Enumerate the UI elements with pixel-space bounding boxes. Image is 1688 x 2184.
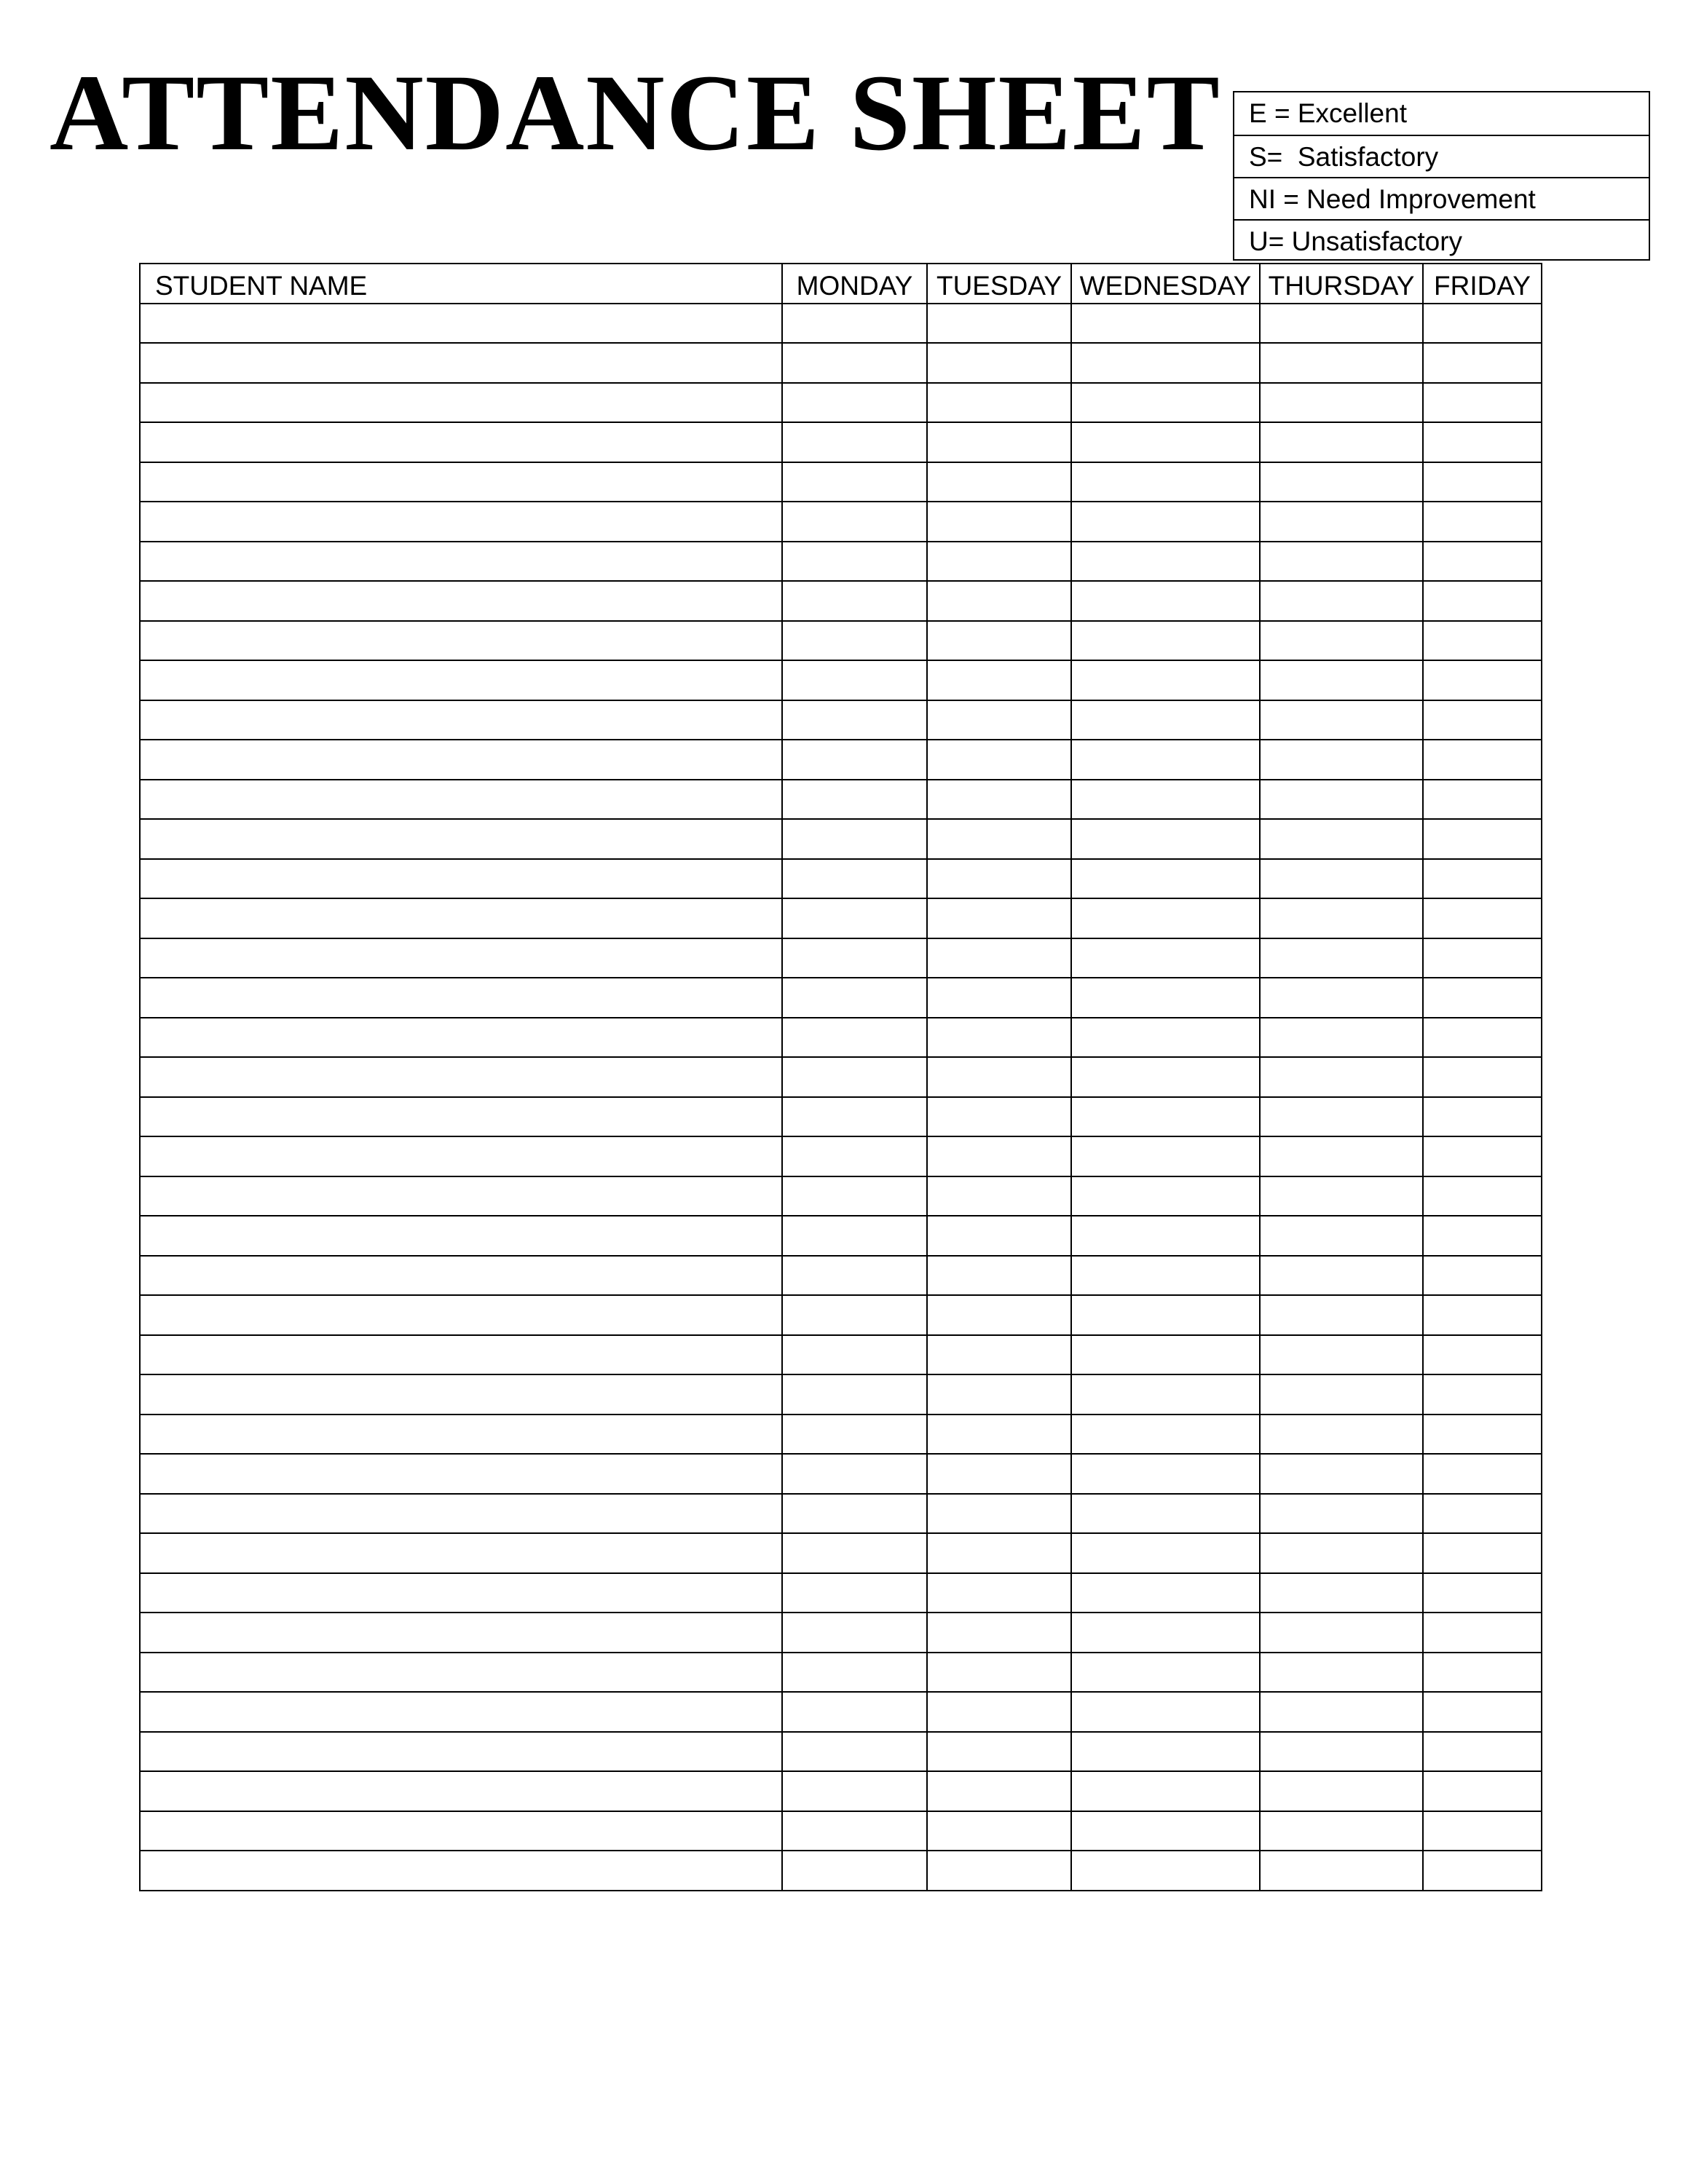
friday-cell[interactable] <box>1423 1533 1542 1573</box>
wednesday-cell[interactable] <box>1071 1533 1260 1573</box>
table-row <box>140 542 1542 582</box>
table-row <box>140 859 1542 899</box>
wednesday-cell[interactable] <box>1071 978 1260 1018</box>
wednesday-cell[interactable] <box>1071 1851 1260 1891</box>
monday-cell[interactable] <box>782 1136 927 1176</box>
monday-cell[interactable] <box>782 1256 927 1296</box>
student-name-cell[interactable] <box>140 1454 782 1494</box>
table-row <box>140 1851 1542 1891</box>
friday-cell[interactable] <box>1423 422 1542 462</box>
friday-cell[interactable] <box>1423 1811 1542 1851</box>
friday-cell[interactable] <box>1423 1732 1542 1772</box>
table-row <box>140 1057 1542 1097</box>
friday-cell[interactable] <box>1423 383 1542 423</box>
thursday-cell[interactable] <box>1260 1454 1423 1494</box>
column-header-thursday: THURSDAY <box>1260 264 1423 304</box>
tuesday-cell[interactable] <box>927 978 1071 1018</box>
table-row <box>140 660 1542 700</box>
monday-cell[interactable] <box>782 304 927 344</box>
thursday-cell[interactable] <box>1260 819 1423 859</box>
table-row <box>140 502 1542 542</box>
thursday-cell[interactable] <box>1260 1573 1423 1613</box>
student-name-cell[interactable] <box>140 1374 782 1415</box>
friday-cell[interactable] <box>1423 1018 1542 1058</box>
student-name-cell[interactable] <box>140 1573 782 1613</box>
monday-cell[interactable] <box>782 502 927 542</box>
thursday-cell[interactable] <box>1260 542 1423 582</box>
wednesday-cell[interactable] <box>1071 1374 1260 1415</box>
thursday-cell[interactable] <box>1260 304 1423 344</box>
student-name-cell[interactable] <box>140 343 782 383</box>
monday-cell[interactable] <box>782 1732 927 1772</box>
friday-cell[interactable] <box>1423 1097 1542 1137</box>
friday-cell[interactable] <box>1423 1216 1542 1256</box>
friday-cell[interactable] <box>1423 462 1542 502</box>
thursday-cell[interactable] <box>1260 1494 1423 1534</box>
tuesday-cell[interactable] <box>927 859 1071 899</box>
monday-cell[interactable] <box>782 859 927 899</box>
monday-cell[interactable] <box>782 780 927 820</box>
tuesday-cell[interactable] <box>927 1771 1071 1811</box>
tuesday-cell[interactable] <box>927 383 1071 423</box>
wednesday-cell[interactable] <box>1071 1216 1260 1256</box>
monday-cell[interactable] <box>782 898 927 938</box>
friday-cell[interactable] <box>1423 1454 1542 1494</box>
monday-cell[interactable] <box>782 1335 927 1375</box>
thursday-cell[interactable] <box>1260 1653 1423 1693</box>
wednesday-cell[interactable] <box>1071 898 1260 938</box>
monday-cell[interactable] <box>782 383 927 423</box>
table-row <box>140 740 1542 780</box>
legend-item-satisfactory: S= Satisfactory <box>1234 135 1649 177</box>
wednesday-cell[interactable] <box>1071 859 1260 899</box>
friday-cell[interactable] <box>1423 1415 1542 1455</box>
wednesday-cell[interactable] <box>1071 819 1260 859</box>
friday-cell[interactable] <box>1423 1653 1542 1693</box>
tuesday-cell[interactable] <box>927 422 1071 462</box>
monday-cell[interactable] <box>782 1613 927 1653</box>
wednesday-cell[interactable] <box>1071 1613 1260 1653</box>
friday-cell[interactable] <box>1423 898 1542 938</box>
tuesday-cell[interactable] <box>927 1216 1071 1256</box>
table-row <box>140 700 1542 740</box>
student-name-cell[interactable] <box>140 1057 782 1097</box>
wednesday-cell[interactable] <box>1071 1415 1260 1455</box>
tuesday-cell[interactable] <box>927 304 1071 344</box>
attendance-table <box>139 263 1542 1891</box>
student-name-cell[interactable] <box>140 1653 782 1693</box>
monday-cell[interactable] <box>782 1018 927 1058</box>
table-row <box>140 898 1542 938</box>
wednesday-cell[interactable] <box>1071 660 1260 700</box>
friday-cell[interactable] <box>1423 740 1542 780</box>
legend-item-excellent: E = Excellent <box>1249 98 1407 128</box>
tuesday-cell[interactable] <box>927 1732 1071 1772</box>
tuesday-cell[interactable] <box>927 1494 1071 1534</box>
friday-cell[interactable] <box>1423 1851 1542 1891</box>
table-row <box>140 1295 1542 1335</box>
wednesday-cell[interactable] <box>1071 1653 1260 1693</box>
student-name-cell[interactable] <box>140 1335 782 1375</box>
thursday-cell[interactable] <box>1260 1732 1423 1772</box>
monday-cell[interactable] <box>782 1851 927 1891</box>
wednesday-cell[interactable] <box>1071 1136 1260 1176</box>
wednesday-cell[interactable] <box>1071 383 1260 423</box>
thursday-cell[interactable] <box>1260 780 1423 820</box>
friday-cell[interactable] <box>1423 1256 1542 1296</box>
table-row <box>140 1454 1542 1494</box>
wednesday-cell[interactable] <box>1071 1454 1260 1494</box>
tuesday-cell[interactable] <box>927 780 1071 820</box>
tuesday-cell[interactable] <box>927 1097 1071 1137</box>
monday-cell[interactable] <box>782 1533 927 1573</box>
attendance-table-body <box>140 304 1542 1891</box>
thursday-cell[interactable] <box>1260 1692 1423 1732</box>
table-row <box>140 1018 1542 1058</box>
friday-cell[interactable] <box>1423 819 1542 859</box>
friday-cell[interactable] <box>1423 502 1542 542</box>
tuesday-cell[interactable] <box>927 1295 1071 1335</box>
column-header-student-name: STUDENT NAME <box>140 264 782 304</box>
thursday-cell[interactable] <box>1260 1136 1423 1176</box>
friday-cell[interactable] <box>1423 1057 1542 1097</box>
thursday-cell[interactable] <box>1260 938 1423 978</box>
table-row <box>140 1771 1542 1811</box>
student-name-cell[interactable] <box>140 1415 782 1455</box>
table-row <box>140 1692 1542 1732</box>
thursday-cell[interactable] <box>1260 1374 1423 1415</box>
table-row <box>140 1732 1542 1772</box>
student-name-cell[interactable] <box>140 1732 782 1772</box>
student-name-cell[interactable] <box>140 1256 782 1296</box>
table-row <box>140 978 1542 1018</box>
monday-cell[interactable] <box>782 938 927 978</box>
wednesday-cell[interactable] <box>1071 700 1260 740</box>
tuesday-cell[interactable] <box>927 1374 1071 1415</box>
thursday-cell[interactable] <box>1260 1335 1423 1375</box>
monday-cell[interactable] <box>782 740 927 780</box>
student-name-cell[interactable] <box>140 938 782 978</box>
thursday-cell[interactable] <box>1260 700 1423 740</box>
table-row <box>140 1256 1542 1296</box>
table-row <box>140 304 1542 344</box>
student-name-cell[interactable] <box>140 1692 782 1732</box>
student-name-cell[interactable] <box>140 1771 782 1811</box>
tuesday-cell[interactable] <box>927 740 1071 780</box>
tuesday-cell[interactable] <box>927 1454 1071 1494</box>
tuesday-cell[interactable] <box>927 462 1071 502</box>
thursday-cell[interactable] <box>1260 1613 1423 1653</box>
table-row <box>140 343 1542 383</box>
table-row <box>140 1176 1542 1216</box>
monday-cell[interactable] <box>782 1771 927 1811</box>
table-row <box>140 581 1542 621</box>
student-name-cell[interactable] <box>140 422 782 462</box>
student-name-cell[interactable] <box>140 740 782 780</box>
student-name-cell[interactable] <box>140 304 782 344</box>
wednesday-cell[interactable] <box>1071 422 1260 462</box>
student-name-cell[interactable] <box>140 1533 782 1573</box>
friday-cell[interactable] <box>1423 859 1542 899</box>
monday-cell[interactable] <box>782 978 927 1018</box>
thursday-cell[interactable] <box>1260 1256 1423 1296</box>
student-name-cell[interactable] <box>140 1136 782 1176</box>
thursday-cell[interactable] <box>1260 462 1423 502</box>
wednesday-cell[interactable] <box>1071 621 1260 661</box>
student-name-cell[interactable] <box>140 462 782 502</box>
tuesday-cell[interactable] <box>927 700 1071 740</box>
table-row <box>140 1533 1542 1573</box>
tuesday-cell[interactable] <box>927 1613 1071 1653</box>
tuesday-cell[interactable] <box>927 1018 1071 1058</box>
tuesday-cell[interactable] <box>927 621 1071 661</box>
thursday-cell[interactable] <box>1260 502 1423 542</box>
tuesday-cell[interactable] <box>927 819 1071 859</box>
table-row <box>140 819 1542 859</box>
thursday-cell[interactable] <box>1260 581 1423 621</box>
monday-cell[interactable] <box>782 1374 927 1415</box>
friday-cell[interactable] <box>1423 304 1542 344</box>
monday-cell[interactable] <box>782 422 927 462</box>
thursday-cell[interactable] <box>1260 1771 1423 1811</box>
monday-cell[interactable] <box>782 1057 927 1097</box>
monday-cell[interactable] <box>782 621 927 661</box>
student-name-cell[interactable] <box>140 542 782 582</box>
friday-cell[interactable] <box>1423 1613 1542 1653</box>
friday-cell[interactable] <box>1423 1692 1542 1732</box>
student-name-cell[interactable] <box>140 1216 782 1256</box>
wednesday-cell[interactable] <box>1071 462 1260 502</box>
thursday-cell[interactable] <box>1260 978 1423 1018</box>
tuesday-cell[interactable] <box>927 660 1071 700</box>
wednesday-cell[interactable] <box>1071 1295 1260 1335</box>
friday-cell[interactable] <box>1423 938 1542 978</box>
wednesday-cell[interactable] <box>1071 740 1260 780</box>
monday-cell[interactable] <box>782 1653 927 1693</box>
table-row <box>140 1494 1542 1534</box>
page-title: ATTENDANCE SHEET <box>50 52 1221 173</box>
friday-cell[interactable] <box>1423 978 1542 1018</box>
monday-cell[interactable] <box>782 581 927 621</box>
thursday-cell[interactable] <box>1260 1415 1423 1455</box>
table-row <box>140 1573 1542 1613</box>
monday-cell[interactable] <box>782 1097 927 1137</box>
friday-cell[interactable] <box>1423 1374 1542 1415</box>
monday-cell[interactable] <box>782 1454 927 1494</box>
student-name-cell[interactable] <box>140 660 782 700</box>
student-name-cell[interactable] <box>140 502 782 542</box>
wednesday-cell[interactable] <box>1071 581 1260 621</box>
table-row <box>140 1613 1542 1653</box>
tuesday-cell[interactable] <box>927 1136 1071 1176</box>
monday-cell[interactable] <box>782 1415 927 1455</box>
tuesday-cell[interactable] <box>927 1811 1071 1851</box>
wednesday-cell[interactable] <box>1071 1494 1260 1534</box>
student-name-cell[interactable] <box>140 1295 782 1335</box>
thursday-cell[interactable] <box>1260 1295 1423 1335</box>
wednesday-cell[interactable] <box>1071 1097 1260 1137</box>
thursday-cell[interactable] <box>1260 859 1423 899</box>
tuesday-cell[interactable] <box>927 343 1071 383</box>
thursday-cell[interactable] <box>1260 343 1423 383</box>
table-row <box>140 1415 1542 1455</box>
wednesday-cell[interactable] <box>1071 1771 1260 1811</box>
thursday-cell[interactable] <box>1260 1851 1423 1891</box>
column-header-monday: MONDAY <box>782 264 927 304</box>
student-name-cell[interactable] <box>140 1811 782 1851</box>
friday-cell[interactable] <box>1423 1176 1542 1216</box>
wednesday-cell[interactable] <box>1071 502 1260 542</box>
thursday-cell[interactable] <box>1260 660 1423 700</box>
monday-cell[interactable] <box>782 1176 927 1216</box>
wednesday-cell[interactable] <box>1071 1692 1260 1732</box>
column-header-wednesday: WEDNESDAY <box>1071 264 1260 304</box>
friday-cell[interactable] <box>1423 1335 1542 1375</box>
wednesday-cell[interactable] <box>1071 1811 1260 1851</box>
column-header-tuesday: TUESDAY <box>927 264 1071 304</box>
table-row <box>140 1097 1542 1137</box>
table-row <box>140 621 1542 661</box>
wednesday-cell[interactable] <box>1071 1573 1260 1613</box>
grading-legend <box>1233 91 1650 261</box>
thursday-cell[interactable] <box>1260 1176 1423 1216</box>
wednesday-cell[interactable] <box>1071 780 1260 820</box>
tuesday-cell[interactable] <box>927 1653 1071 1693</box>
wednesday-cell[interactable] <box>1071 1335 1260 1375</box>
tuesday-cell[interactable] <box>927 1692 1071 1732</box>
table-row <box>140 462 1542 502</box>
student-name-cell[interactable] <box>140 978 782 1018</box>
friday-cell[interactable] <box>1423 780 1542 820</box>
tuesday-cell[interactable] <box>927 1415 1071 1455</box>
student-name-cell[interactable] <box>140 1097 782 1137</box>
legend-item-need-improvement: NI = Need Improvement <box>1234 177 1649 219</box>
friday-cell[interactable] <box>1423 660 1542 700</box>
tuesday-cell[interactable] <box>927 1057 1071 1097</box>
monday-cell[interactable] <box>782 1573 927 1613</box>
table-row <box>140 780 1542 820</box>
tuesday-cell[interactable] <box>927 502 1071 542</box>
monday-cell[interactable] <box>782 660 927 700</box>
student-name-cell[interactable] <box>140 1018 782 1058</box>
column-header-friday: FRIDAY <box>1423 264 1542 304</box>
monday-cell[interactable] <box>782 1811 927 1851</box>
table-row <box>140 1216 1542 1256</box>
thursday-cell[interactable] <box>1260 740 1423 780</box>
thursday-cell[interactable] <box>1260 422 1423 462</box>
tuesday-cell[interactable] <box>927 1573 1071 1613</box>
student-name-cell[interactable] <box>140 621 782 661</box>
thursday-cell[interactable] <box>1260 1097 1423 1137</box>
table-row <box>140 938 1542 978</box>
friday-cell[interactable] <box>1423 621 1542 661</box>
student-name-cell[interactable] <box>140 780 782 820</box>
student-name-cell[interactable] <box>140 859 782 899</box>
thursday-cell[interactable] <box>1260 621 1423 661</box>
table-header-row <box>140 264 1542 304</box>
tuesday-cell[interactable] <box>927 1851 1071 1891</box>
monday-cell[interactable] <box>782 700 927 740</box>
thursday-cell[interactable] <box>1260 1057 1423 1097</box>
thursday-cell[interactable] <box>1260 1018 1423 1058</box>
student-name-cell[interactable] <box>140 898 782 938</box>
wednesday-cell[interactable] <box>1071 1256 1260 1296</box>
tuesday-cell[interactable] <box>927 581 1071 621</box>
wednesday-cell[interactable] <box>1071 1057 1260 1097</box>
thursday-cell[interactable] <box>1260 1811 1423 1851</box>
monday-cell[interactable] <box>782 819 927 859</box>
thursday-cell[interactable] <box>1260 1533 1423 1573</box>
friday-cell[interactable] <box>1423 1136 1542 1176</box>
friday-cell[interactable] <box>1423 1573 1542 1613</box>
table-row <box>140 1653 1542 1693</box>
student-name-cell[interactable] <box>140 1851 782 1891</box>
table-row <box>140 1136 1542 1176</box>
thursday-cell[interactable] <box>1260 898 1423 938</box>
student-name-cell[interactable] <box>140 581 782 621</box>
student-name-cell[interactable] <box>140 700 782 740</box>
friday-cell[interactable] <box>1423 1771 1542 1811</box>
tuesday-cell[interactable] <box>927 898 1071 938</box>
monday-cell[interactable] <box>782 462 927 502</box>
table-row <box>140 1335 1542 1375</box>
wednesday-cell[interactable] <box>1071 542 1260 582</box>
friday-cell[interactable] <box>1423 581 1542 621</box>
monday-cell[interactable] <box>782 542 927 582</box>
monday-cell[interactable] <box>782 1692 927 1732</box>
tuesday-cell[interactable] <box>927 542 1071 582</box>
wednesday-cell[interactable] <box>1071 1176 1260 1216</box>
monday-cell[interactable] <box>782 1295 927 1335</box>
friday-cell[interactable] <box>1423 700 1542 740</box>
wednesday-cell[interactable] <box>1071 343 1260 383</box>
wednesday-cell[interactable] <box>1071 304 1260 344</box>
wednesday-cell[interactable] <box>1071 938 1260 978</box>
student-name-cell[interactable] <box>140 1613 782 1653</box>
legend-item-unsatisfactory: U= Unsatisfactory <box>1234 219 1649 261</box>
table-row <box>140 383 1542 423</box>
friday-cell[interactable] <box>1423 542 1542 582</box>
friday-cell[interactable] <box>1423 1494 1542 1534</box>
monday-cell[interactable] <box>782 1216 927 1256</box>
student-name-cell[interactable] <box>140 1176 782 1216</box>
student-name-cell[interactable] <box>140 819 782 859</box>
wednesday-cell[interactable] <box>1071 1732 1260 1772</box>
tuesday-cell[interactable] <box>927 938 1071 978</box>
table-row <box>140 1374 1542 1415</box>
friday-cell[interactable] <box>1423 1295 1542 1335</box>
friday-cell[interactable] <box>1423 343 1542 383</box>
thursday-cell[interactable] <box>1260 1216 1423 1256</box>
wednesday-cell[interactable] <box>1071 1018 1260 1058</box>
tuesday-cell[interactable] <box>927 1335 1071 1375</box>
thursday-cell[interactable] <box>1260 383 1423 423</box>
table-row <box>140 422 1542 462</box>
student-name-cell[interactable] <box>140 383 782 423</box>
table-row <box>140 1811 1542 1851</box>
monday-cell[interactable] <box>782 1494 927 1534</box>
tuesday-cell[interactable] <box>927 1176 1071 1216</box>
monday-cell[interactable] <box>782 343 927 383</box>
tuesday-cell[interactable] <box>927 1533 1071 1573</box>
student-name-cell[interactable] <box>140 1494 782 1534</box>
tuesday-cell[interactable] <box>927 1256 1071 1296</box>
